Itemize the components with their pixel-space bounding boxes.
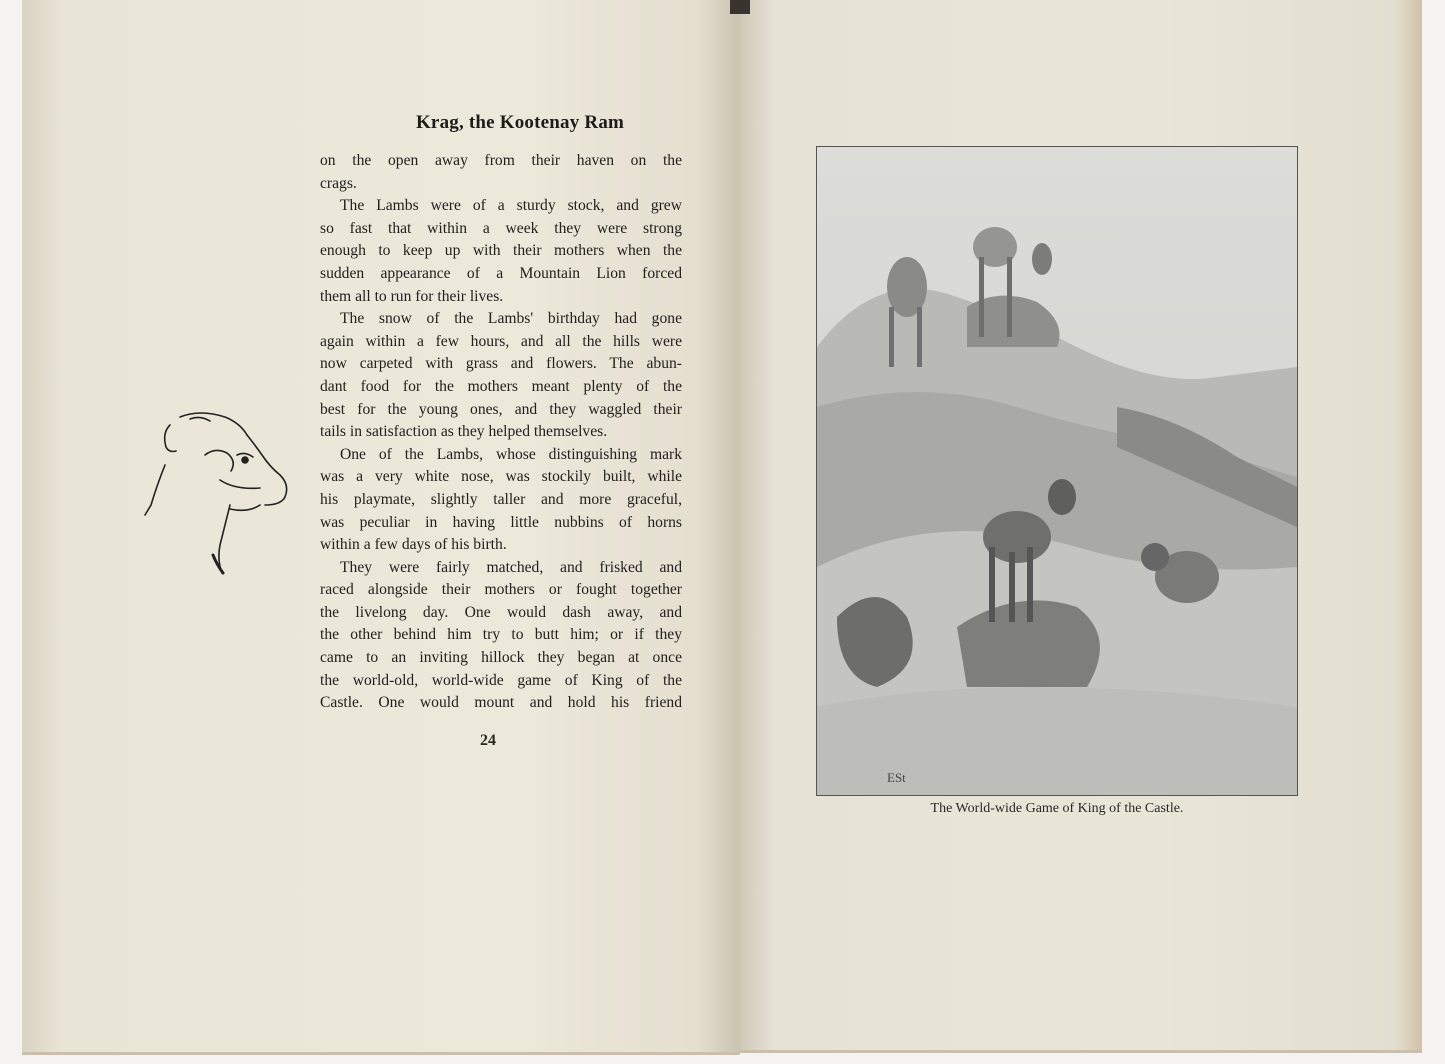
text-line: so fast that within a week they were strong: [320, 219, 682, 237]
text-line: them all to run for their lives.: [320, 287, 504, 305]
text-line: enough to keep up with their mothers when the: [320, 242, 682, 260]
page-number: 24: [480, 732, 496, 749]
illustration-plate: [816, 146, 1298, 796]
text-line: the livelong day. One would dash away, and: [320, 603, 682, 621]
text-line: They were fairly matched, and frisked and: [340, 558, 682, 576]
text-line: on the open away from their haven on the: [320, 152, 682, 169]
artist-signature: ESt: [887, 770, 906, 785]
book-spine: [730, 0, 750, 14]
text-line: his playmate, slightly taller and more graceful,: [320, 490, 682, 508]
text-line: tails in satisfaction as they helped themselves.: [320, 423, 608, 441]
text-line: Castle. One would mount and hold his friend: [320, 694, 682, 712]
text-line: crags.: [320, 174, 357, 192]
text-line: The Lambs were of a sturdy stock, and grew: [340, 197, 682, 215]
text-line: again within a few hours, and all the hills were: [320, 332, 682, 350]
text-line: the world-old, world-wide game of King of the: [320, 671, 682, 689]
text-line: sudden appearance of a Mountain Lion forced: [320, 264, 682, 282]
body-text: [320, 150, 682, 715]
text-line: now carpeted with grass and flowers. The abun-: [320, 355, 682, 373]
text-line: within a few days of his birth.: [320, 536, 507, 554]
running-title: Krag, the Kootenay Ram: [415, 112, 625, 133]
lambs-on-hillside-illustration: [817, 147, 1297, 795]
text-line: dant food for the mothers meant plenty of the: [320, 377, 682, 395]
text-line: came to an inviting hillock they began at once: [320, 649, 682, 667]
text-line: was a very white nose, was stockily built, while: [320, 468, 682, 486]
text-line: was peculiar in having little nubbins of horns: [320, 513, 682, 531]
text-line: raced alongside their mothers or fought together: [320, 581, 682, 599]
text-line: One of the Lambs, whose distinguishing mark: [340, 445, 682, 463]
text-line: best for the young ones, and they waggled their: [320, 400, 682, 418]
illustration-caption: The World-wide Game of King of the Castle.: [930, 801, 1184, 816]
text-line: The snow of the Lambs' birthday had gone: [340, 310, 682, 328]
text-line: the other behind him try to butt him; or if they: [320, 626, 682, 644]
lamb-head-sketch: [135, 405, 295, 580]
